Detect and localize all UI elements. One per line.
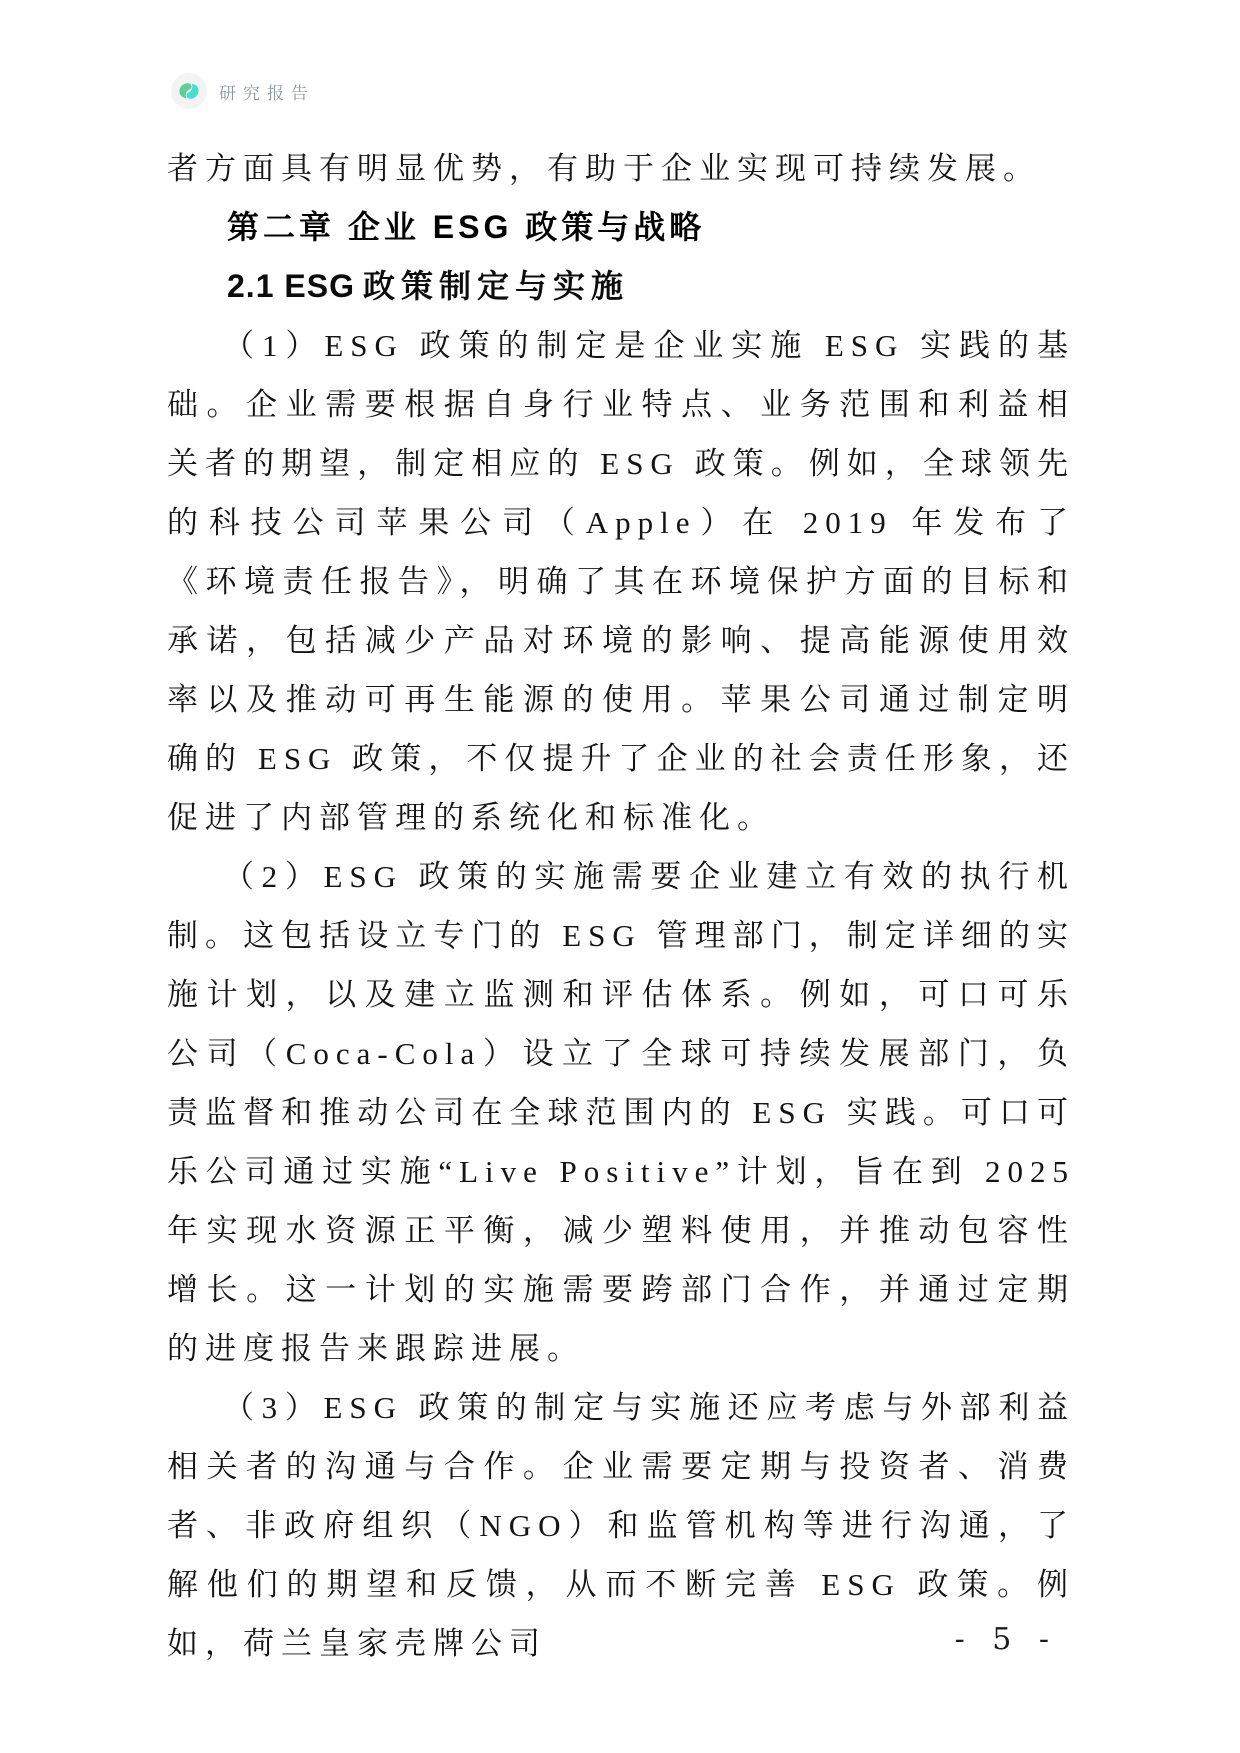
document-body xyxy=(167,139,1075,1673)
chapter-heading: 第二章 企业 ESG 政策与战略 xyxy=(227,209,706,245)
paragraph-2: （2）ESG 政策的实施需要企业建立有效的执行机制。这包括设立专门的 ESG 管理部门，制定详细的实施计划，以及建立监测和评估体系。例如，可口可乐公司（Coca-Cola）设立了全球可持续发展部门，负责监督和推动公司在全球范围内的 ESG 实践。可口可乐公司通过实施“Live Positive”计划，旨在到 2025 年实现水资源正平衡，减少塑料使用，并推动包容性增长。这一计划的实施需要跨部门合作，并通过定期的进度报告来跟踪进展。 xyxy=(167,859,1075,1366)
brand-swirl-logo-icon xyxy=(170,72,208,110)
paragraph-1: （1）ESG 政策的制定是企业实施 ESG 实践的基础。企业需要根据自身行业特点、业务范围和利益相关者的期望，制定相应的 ESG 政策。例如，全球领先的科技公司苹果公司（Apple）在 2019 年发布了《环境责任报告》，明确了其在环境保护方面的目标和承诺，包括减少产品对环境的影响、提高能源使用效率以及推动可再生能源的使用。苹果公司通过制定明确的 ESG 政策，不仅提升了企业的社会责任形象，还促进了内部管理的系统化和标准化。 xyxy=(167,328,1075,835)
paragraph-continuation: 者方面具有明显优势，有助于企业实现可持续发展。 xyxy=(167,151,1041,186)
section-number: 2.1 ESG xyxy=(227,268,355,304)
brand-logo-text: 研究报告 xyxy=(219,83,315,103)
paragraph-3: （3）ESG 政策的制定与实施还应考虑与外部利益相关者的沟通与合作。企业需要定期与投资者、消费者、非政府组织（NGO）和监管机构等进行沟通，了解他们的期望和反馈，从而不断完善 ESG 政策。例如，荷兰皇家壳牌公司 xyxy=(167,1390,1075,1661)
page-number: - 5 - xyxy=(954,1622,1058,1657)
section-heading-space xyxy=(355,268,363,304)
section-heading xyxy=(167,257,1075,316)
page-footer xyxy=(955,1622,1058,1657)
section-title: 政策制定与实施 xyxy=(362,268,629,304)
page-header xyxy=(170,72,315,110)
